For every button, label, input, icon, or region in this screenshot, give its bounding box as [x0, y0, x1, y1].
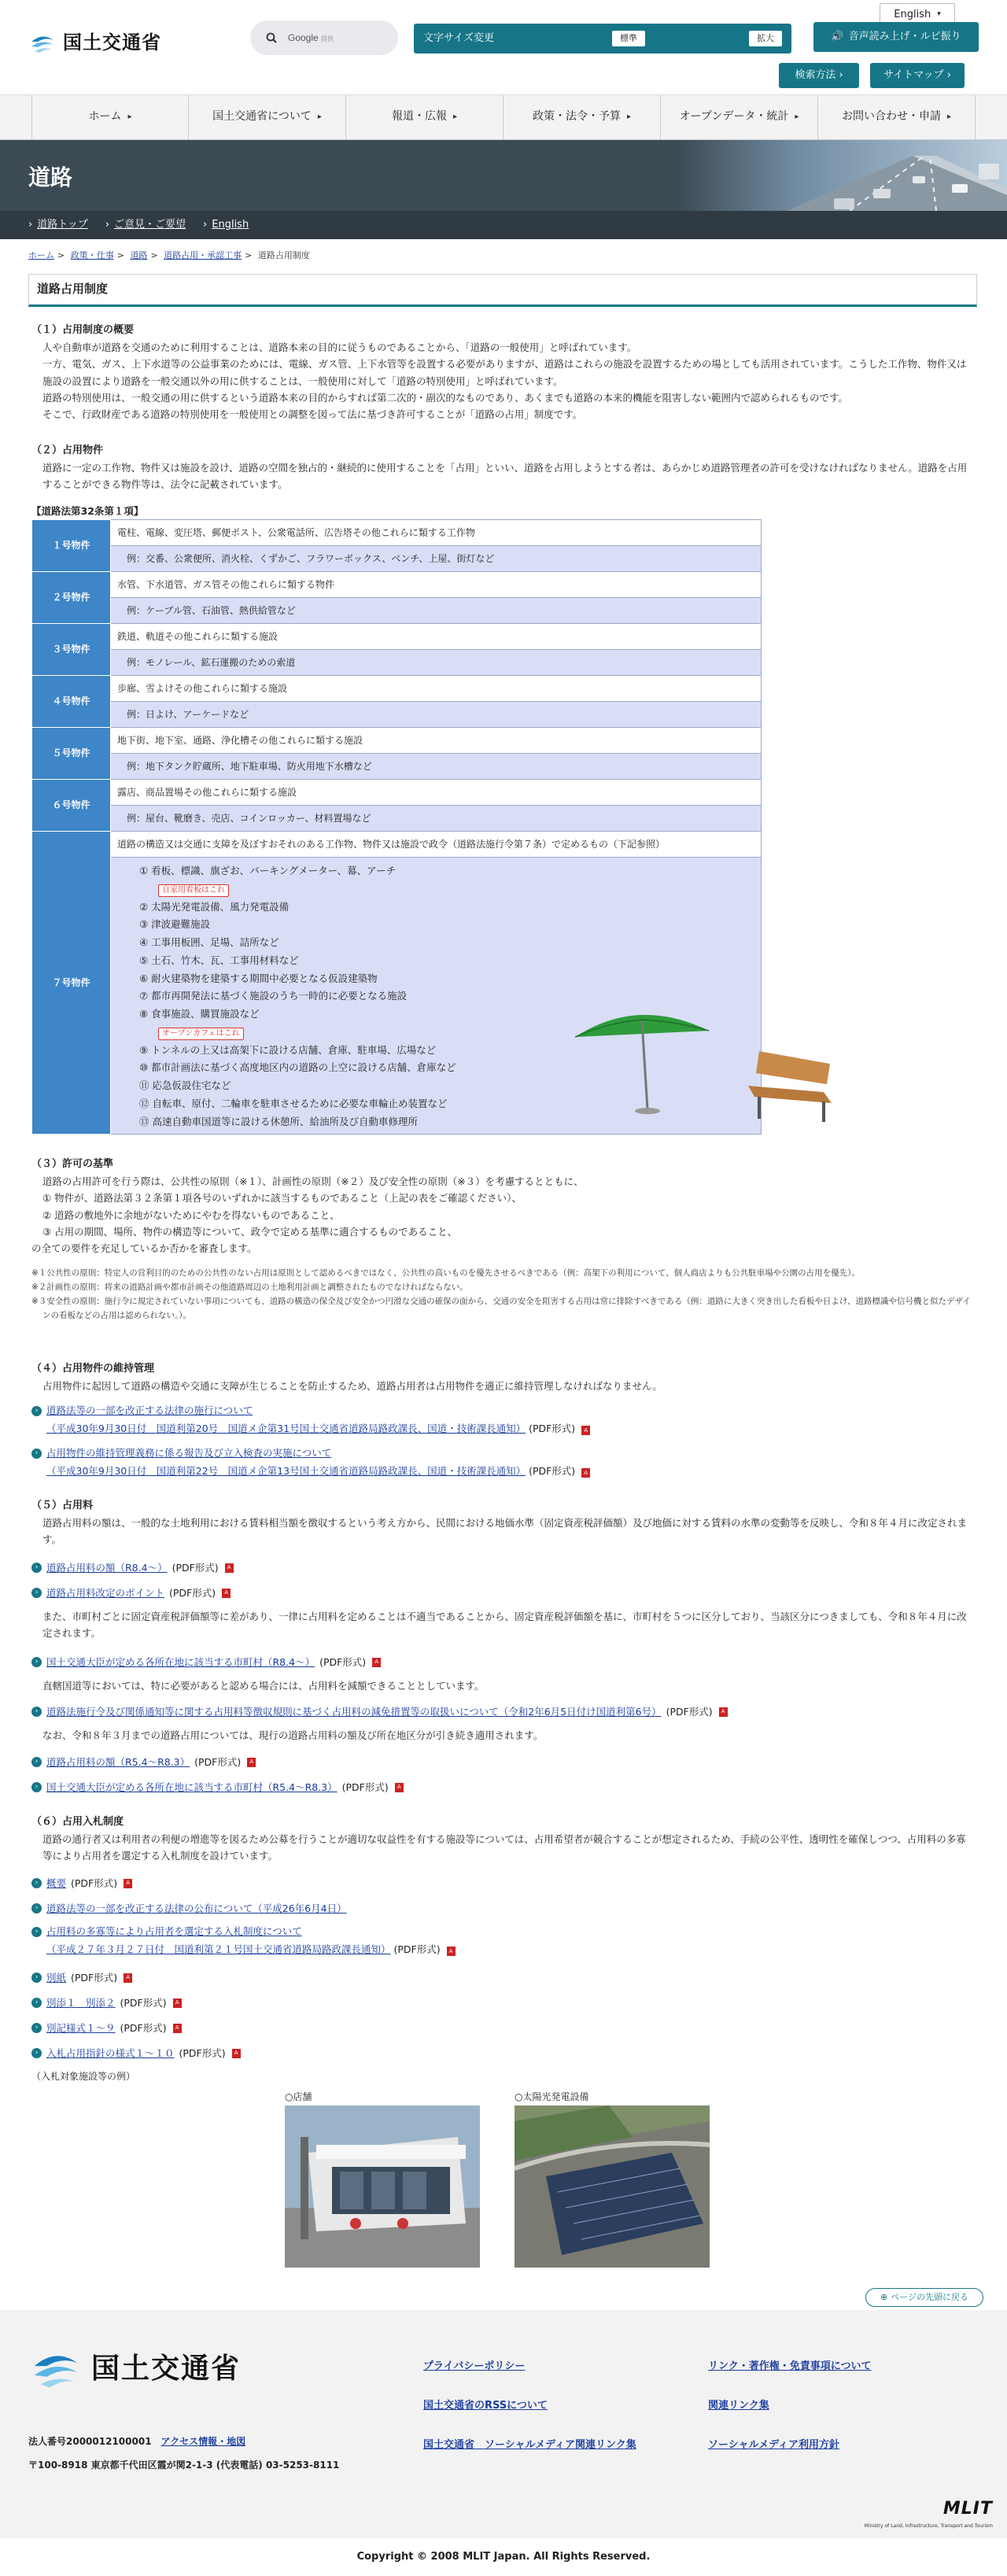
item-number: ２号物件 — [32, 572, 111, 624]
logo-text: 国土交通省 — [63, 31, 161, 54]
breadcrumb-policy[interactable]: 政策・仕事 — [70, 250, 114, 260]
pdf-icon: A — [581, 1468, 590, 1478]
link-maintenance — [31, 1445, 590, 1480]
link-law-amendment — [31, 1402, 590, 1437]
pdf-label: (PDF形式) — [393, 1943, 441, 1955]
pdf-icon: A — [124, 1879, 132, 1888]
list-item: ⑦ 都市再開発法に基づく施設のうち一時的に必要となる施設 — [139, 990, 408, 1002]
link-law-promulgation — [31, 1901, 347, 1916]
arrow-right-icon: › — [31, 1903, 42, 1914]
table-row — [32, 832, 762, 858]
section-3-l1: ① 物件が、道路法第３２条第１項各号のいずれかに該当するものであること（上記の表をご確認ください）、 — [42, 1192, 522, 1205]
bid-system-notice-link[interactable]: （平成２７年３月２７日付 国道利第２１号国土交通省道路局路政課長通知） — [46, 1943, 391, 1955]
section-3-body — [31, 1173, 976, 1257]
table-row — [32, 780, 762, 806]
section-4-heading: （４）占用物件の維持管理 — [31, 1363, 155, 1375]
tag-private-sign: 自家用看板はこれ — [158, 884, 229, 897]
list-item: ⑤ 土石、竹木、瓦、工事用材料など — [139, 954, 299, 966]
section-3-heading: （３）許可の基準 — [31, 1158, 114, 1170]
privacy-policy-link[interactable]: プライバシーポリシー — [423, 2360, 526, 2372]
table-row — [32, 858, 762, 1135]
back-to-top-label: ページの先頭に戻る — [891, 2292, 968, 2303]
municipality-old-link[interactable]: 国土交通大臣が定める各所在地に該当する市町村（R5.4～R8.3） — [46, 1781, 338, 1793]
link-municipality-old — [31, 1780, 404, 1795]
google-label: Google 提供 — [288, 31, 334, 43]
link-fee-amount-old — [31, 1755, 256, 1770]
section-6-heading: （６）占用入札制度 — [31, 1816, 124, 1828]
mlit-wordmark: MLIT Ministry of Land, Infrastructure, Transport and Tourism — [864, 2499, 993, 2530]
section-1-p4: そこで、行政財産である道路の特別使用を一般使用との調整を図って法に基づき許可することが「道路の占用」制度です。 — [42, 408, 583, 420]
rss-link[interactable]: 国土交通省のRSSについて — [423, 2400, 548, 2412]
social-media-policy-link[interactable]: ソーシャルメディア利用方針 — [708, 2439, 840, 2451]
section-3-l2: ② 道路の敷地外に余地がないためにやむを得ないものであること、 — [42, 1209, 340, 1221]
solar-photo — [515, 2105, 710, 2268]
mlit-emblem-icon — [28, 29, 57, 57]
section-1-body — [31, 339, 976, 423]
note-1: ※１公共性の原則：特定人の営利目的のための公共性のない占用は原則として認めるべきではなく、公共性の高いものを優先させるべきである（例：高架下の利用について、個人商店よりも公共駐車場や公園の占用を優先）。 — [31, 1268, 860, 1278]
pdf-icon: A — [124, 1973, 132, 1983]
arrow-right-icon: › — [31, 1878, 42, 1888]
arrow-right-icon: › — [31, 1927, 42, 1937]
photo-store-caption: ○店舗 — [285, 2091, 312, 2102]
chevron-right-icon: › — [839, 68, 843, 81]
list-item: ① 看板、標識、旗ざお、パーキングメーター、幕、アーチ — [139, 865, 397, 877]
related-links-link[interactable]: 関連リンク集 — [708, 2400, 769, 2412]
section-title: 道路 — [28, 164, 73, 190]
link-overview — [31, 1876, 132, 1891]
attachment-link[interactable]: 別紙 — [46, 1972, 67, 1984]
pdf-label: (PDF形式) — [172, 1562, 219, 1574]
table-row — [32, 598, 762, 624]
pdf-label: (PDF形式) — [71, 1972, 118, 1984]
item-number: １号物件 — [32, 520, 111, 572]
bid-system-link[interactable]: 占用料の多寡等により占用者を選定する入札制度について — [46, 1925, 302, 1937]
pdf-label: (PDF形式) — [529, 1464, 576, 1477]
font-size-control — [414, 24, 791, 54]
list-item: ⑥ 耐火建築物を建築する期間中必要となる仮設建築物 — [139, 972, 378, 984]
nav-item-contact[interactable]: お問い合わせ・申請 ▸ — [818, 95, 976, 139]
table-row — [32, 806, 762, 832]
table-row — [32, 546, 762, 572]
link-fee-amount — [31, 1560, 234, 1575]
global-nav — [0, 94, 1007, 140]
example-caption: （入札対象施設等の例） — [31, 2071, 136, 2082]
item-desc: 電柱、電線、変圧塔、郵便ポスト、公衆電話所、広告塔その他これらに類する工作物 — [111, 520, 762, 546]
pdf-label: (PDF形式) — [341, 1781, 389, 1793]
pdf-label: (PDF形式) — [529, 1422, 576, 1434]
nav-item-policy[interactable]: 政策・法令・予算 ▸ — [504, 95, 661, 139]
nav-item-about[interactable]: 国土交通省について ▸ — [189, 95, 346, 139]
arrow-right-icon: › — [31, 1757, 42, 1767]
list-item: ⑨ トンネルの上又は高架下に設ける店舗、倉庫、駐車場、広場など — [139, 1043, 437, 1056]
arrow-right-icon: › — [31, 1998, 42, 2008]
site-header — [0, 0, 1007, 93]
breadcrumb-occupancy[interactable]: 道路占用・承認工事 — [164, 250, 242, 260]
section-4-p1: 占用物件に起因して道路の構造や交通に支障が生じることを防止するため、道路占用者は占用物件を適正に維持管理しなければなりません。 — [42, 1380, 662, 1392]
pdf-icon: A — [222, 1589, 231, 1598]
pdf-label: (PDF形式) — [179, 2047, 226, 2059]
item-desc: 露店、商品置場その他これらに類する施設 — [111, 780, 762, 806]
table-row — [32, 702, 762, 728]
arrow-right-icon: › — [31, 1707, 42, 1717]
section-3-p1: 道路の占用許可を行う際は、公共性の原則（※１）、計画性の原則（※２）及び安全性の原則（※３）を考慮するとともに、 — [42, 1175, 584, 1187]
breadcrumb-road[interactable]: 道路 — [130, 250, 148, 260]
pdf-icon: A — [719, 1707, 728, 1717]
guideline-forms-link[interactable]: 入札占用指針の様式１～１０ — [46, 2047, 175, 2059]
law-amendment-link[interactable]: 道路法等の一部を改正する法律の施行について — [46, 1404, 253, 1416]
list-item: ⑪ 応急仮設住宅など — [139, 1079, 231, 1091]
chevron-right-icon: › — [946, 68, 951, 81]
section-1-p2: 一方、電気、ガス、上下水道等の公益事業のためには、電線、ガス管、上下水管等を設置する必要がありますが、道路はこれらの施設を設置するための場としても活用されています。こうした工作物、物件又は施設の設置により道路を一般交通以外の用に供することは、一般使用に対して「道路の特別使用」と呼ばれています。 — [42, 358, 967, 387]
pdf-label: (PDF形式) — [194, 1756, 242, 1768]
subnav-english[interactable]: › English — [203, 217, 249, 233]
pdf-icon: A — [225, 1563, 234, 1573]
arrow-right-icon: › — [31, 2023, 42, 2033]
bench-illustration — [748, 1046, 835, 1125]
section-2-heading: （２）占用物件 — [31, 445, 104, 456]
arrow-right-icon: › — [31, 1588, 42, 1598]
table-row — [32, 520, 762, 546]
footer-logo-text: 国土交通省 — [91, 2353, 242, 2386]
chevron-down-icon: ▾ — [937, 10, 941, 19]
arrow-up-icon: ⊕ — [880, 2292, 888, 2303]
pdf-icon: A — [232, 2049, 241, 2058]
appendix-link[interactable]: 別添１ 別添２ — [46, 1997, 116, 2009]
item-desc: 歩廊、雪よけその他これらに類する施設 — [111, 676, 762, 702]
subnav-road-top[interactable]: › 道路トップ — [28, 217, 88, 233]
arrow-right-icon: › — [31, 1782, 42, 1792]
item-7-list-cell — [111, 858, 762, 1135]
subnav-feedback[interactable]: › ご意見・ご要望 — [105, 217, 186, 233]
section-1-heading: （１）占用制度の概要 — [31, 324, 135, 336]
section-5-p2: また、市町村ごとに固定資産税評価額等に差があり、一律に占用料を定めることは不適当であることから、固定資産税評価額を基に、市町村を５つに区分しており、当該区分につきましても、令和８年４月に改定されます。 — [42, 1611, 967, 1640]
list-item: ⑫ 自転車、原付、二輪車を駐車させるために必要な車輪止め装置など — [139, 1097, 448, 1109]
site-footer — [0, 2310, 1007, 2538]
link-guideline-forms — [31, 2046, 241, 2061]
item-desc: 地下街、地下室、通路、浄化槽その他これらに類する施設 — [111, 728, 762, 754]
item-example: 例：交番、公衆便所、消火栓、くずかご、フラワーボックス、ベンチ、上屋、街灯など — [111, 546, 762, 572]
table-row — [32, 728, 762, 754]
occupancy-items-table — [31, 519, 762, 1135]
item-number: ７号物件 — [32, 832, 111, 1135]
section-5-p4: なお、令和８年３月までの道路占用については、現行の道路占用料の額及び所在地区分が引き続き適用されます。 — [42, 1729, 544, 1741]
nav-item-opendata[interactable]: オープンデータ・統計 ▸ — [661, 95, 818, 139]
nav-item-press[interactable]: 報道・広報 ▸ — [346, 95, 504, 139]
social-media-links-link[interactable]: 国土交通省 ソーシャルメディア関連リンク集 — [423, 2439, 636, 2451]
breadcrumb-home[interactable]: ホーム — [28, 250, 54, 260]
item-desc: 鉄道、軌道その他これらに類する施設 — [111, 624, 762, 650]
section-5-body-4 — [31, 1727, 976, 1744]
fee-points-link[interactable]: 道路占用料改定のポイント — [46, 1587, 165, 1599]
item-desc: 道路の構造又は交通に支障を及ぼすおそれのある工作物、物件又は施設で政令（道路法施行令第７条）で定めるもの（下記参照） — [111, 832, 762, 858]
arrow-right-icon: › — [31, 1657, 42, 1667]
pdf-label: (PDF形式) — [120, 1997, 167, 2009]
pdf-icon: A — [372, 1658, 381, 1667]
search-icon — [266, 32, 277, 43]
section-6-p1: 道路の通行者又は利用者の利便の増進等を図るため公募を行うことが適切な収益性を有する施設等については、占用希望者が競合することが想定されるため、手続の公平性、透明性を確保しつつ、占用料の多寡等により占用者を選定する入札制度を設けています。 — [42, 1833, 966, 1862]
maintenance-report-link[interactable]: 占用物件の維持管理義務に係る報告及び立入検査の実施について — [46, 1447, 332, 1459]
pdf-label: (PDF形式) — [666, 1706, 713, 1718]
section-5-body-2 — [31, 1608, 976, 1642]
law-amendment-notice-link[interactable]: （平成30年9月30日付 国道利第20号 国道メ企第31号国土交通省道路局路政課長、国道・技術課長通知） — [46, 1422, 526, 1434]
search-input[interactable] — [250, 20, 398, 55]
search-method-button[interactable]: 検索方法 › — [779, 63, 859, 88]
section-5-p3: 直轄国道等においては、特に必要があると認める場合には、占用料を減額できることとしています。 — [42, 1680, 485, 1692]
link-fee-points — [31, 1585, 231, 1600]
item-desc: 水管、下水道管、ガス管その他これらに類する物件 — [111, 572, 762, 598]
access-map-link[interactable]: アクセス情報・地図 — [160, 2436, 246, 2447]
arrow-right-icon: › — [31, 1406, 42, 1416]
law-table-caption: 【道路法第32条第１項】 — [31, 505, 144, 517]
section-4-body — [31, 1378, 976, 1394]
sub-nav — [0, 211, 1007, 239]
photo-solar-caption: ○太陽光発電設備 — [515, 2091, 589, 2102]
arrow-right-icon: › — [31, 1563, 42, 1573]
pdf-icon: A — [581, 1426, 590, 1435]
section-2-body — [31, 459, 976, 493]
item-number: ５号物件 — [32, 728, 111, 780]
section-3-p2: の全ての要件を充足しているか否かを審査します。 — [31, 1242, 257, 1254]
pdf-label: (PDF形式) — [169, 1587, 216, 1599]
parasol-illustration — [575, 999, 748, 1117]
list-item: ② 太陽光発電設備、風力発電設備 — [139, 900, 290, 913]
list-item: ④ 工事用板囲、足場、詰所など — [139, 936, 279, 948]
page-title: 道路占用制度 — [28, 274, 977, 307]
copyright: Copyright © 2008 MLIT Japan. All Rights Reserved. — [0, 2538, 1007, 2576]
copyright-link[interactable]: リンク・著作権・免責事項について — [708, 2360, 872, 2372]
link-attachment — [31, 1970, 132, 1985]
table-row — [32, 676, 762, 702]
fee-amount-link[interactable]: 道路占用料の額（R8.4～） — [46, 1562, 168, 1574]
pdf-label: (PDF形式) — [319, 1656, 367, 1668]
list-item: ⑩ 都市計画法に基づく高度地区内の道路の上空に設ける店舗、倉庫など — [139, 1061, 456, 1074]
fee-reduction-link[interactable]: 道路法施行令及び関係通知等に関する占用料等徴収規則に基づく占用料の減免措置等の取扱いについて（令和2年6月5日付け国道利第6号） — [46, 1706, 662, 1718]
item-example: 例：日よけ、アーケードなど — [111, 702, 762, 728]
fee-amount-old-link[interactable]: 道路占用料の額（R5.4～R8.3） — [46, 1756, 190, 1768]
item-example: 例：屋台、靴磨き、売店、コインロッカー、材料置場など — [111, 806, 762, 832]
tag-open-cafe: オープンカフェはこれ — [158, 1028, 244, 1040]
item-example: 例：地下タンク貯蔵所、地下駐車場、防火用地下水槽など — [111, 754, 762, 780]
store-photo — [285, 2105, 480, 2268]
section-2-p1: 道路に一定の工作物、物件又は施設を設け、道路の空間を独占的・継続的に使用することを「占用」といい、道路を占用しようとする者は、あらかじめ道路管理者の許可を受けなければなりません。道路を占用することができる物件等は、法令に記載されています。 — [42, 462, 968, 491]
table-row — [32, 754, 762, 780]
speaker-icon: 🔊 — [831, 30, 844, 42]
pdf-icon: A — [447, 1947, 456, 1956]
pdf-label: (PDF形式) — [120, 2022, 167, 2034]
arrow-right-icon: › — [31, 1973, 42, 1983]
note-2: ※２計画性の原則：将来の道路計画や都市計画その他道路周辺の土地利用計画と調整されたものでなければならない。 — [31, 1282, 468, 1292]
pdf-icon: A — [173, 2024, 182, 2033]
table-row — [32, 624, 762, 650]
arrow-right-icon: › — [31, 1449, 42, 1459]
law-promulgation-link[interactable]: 道路法等の一部を改正する法律の公布について（平成26年6月4日） — [46, 1902, 347, 1914]
link-fee-reduction — [31, 1704, 728, 1719]
breadcrumb-current: 道路占用制度 — [257, 250, 310, 260]
pdf-icon: A — [173, 1998, 182, 2008]
sitemap-button[interactable]: サイトマップ › — [870, 63, 965, 88]
pdf-label: (PDF形式) — [71, 1877, 118, 1889]
maintenance-notice-link[interactable]: （平成30年9月30日付 国道利第22号 国道メ企第13号国土交通省道路局路政課長、国道・技術課長通知） — [46, 1464, 526, 1477]
font-size-large-button[interactable]: 拡大 — [749, 31, 782, 46]
english-label: English — [894, 8, 931, 20]
nav-item-home[interactable]: ホーム ▸ — [31, 95, 189, 139]
arrow-right-icon: › — [31, 2048, 42, 2058]
section-5-p1: 道路占用料の額は、一般的な土地利用における賃料相当額を徴収するという考え方から、民間における地価水準（固定資産税評価額）及び地価に対する賃料の水準の変動等を反映し、令和８年４月に改定されます。 — [42, 1517, 968, 1546]
voice-reader-button[interactable] — [813, 22, 979, 52]
section-5-body-1 — [31, 1515, 976, 1548]
font-size-standard-button[interactable]: 標準 — [612, 31, 645, 46]
item-number: ４号物件 — [32, 676, 111, 728]
section-3-l3: ③ 占用の期間、場所、物件の構造等について、政令で定める基準に適合するものであること、 — [42, 1225, 458, 1238]
table-row — [32, 650, 762, 676]
item-number: ６号物件 — [32, 780, 111, 832]
mlit-emblem-icon — [28, 2342, 83, 2397]
forms-link[interactable]: 別記様式１～９ — [46, 2022, 116, 2034]
section-5-body-3 — [31, 1677, 976, 1694]
footer-logo[interactable] — [28, 2342, 241, 2397]
section-5-heading: （５）占用料 — [31, 1500, 94, 1511]
municipality-link[interactable]: 国土交通大臣が定める各所在地に該当する市町村（R8.4～） — [46, 1656, 315, 1668]
pdf-icon: A — [395, 1783, 404, 1792]
back-to-top-button[interactable] — [865, 2288, 983, 2307]
list-item: ③ 津波避難施設 — [139, 918, 211, 931]
item-example: 例：ケーブル管、石油管、熱供給管など — [111, 598, 762, 624]
note-3: ※３安全性の原則：施行令に規定されていない事項についても、道路の構造の保全及び安全かつ円滑な交通の確保の面から、交通の安全を阻害する占用は常に排除すべきである（例：道路に大きく突き出した看板や日よけ、道路標識や信号機と似たデザインの看板などの占用は認められない。）。 — [31, 1296, 971, 1320]
overview-link[interactable]: 概要 — [46, 1877, 67, 1889]
mlit-logo[interactable] — [28, 28, 161, 57]
link-forms — [31, 2021, 182, 2035]
list-item: ⑧ 食事施設、購買施設など — [139, 1008, 260, 1020]
link-bid-system — [31, 1923, 456, 1958]
section-1-p1: 人や自動車が道路を交通のために利用することは、道路本来の目的に従うものであることから、「道路の一般使用」と呼ばれています。 — [42, 341, 637, 353]
section-banner — [0, 140, 1007, 211]
link-municipality — [31, 1655, 381, 1670]
list-item — [139, 880, 754, 899]
section-3-notes — [31, 1267, 976, 1323]
font-size-label: 文字サイズ変更 — [423, 31, 494, 44]
section-6-body — [31, 1831, 976, 1865]
table-row — [32, 572, 762, 598]
corp-number: 法人番号2000012100001 アクセス情報・地図 — [28, 2436, 246, 2447]
voice-reader-label: 音声読み上げ・ルビ振り — [848, 30, 961, 42]
list-item: ⑬ 高速自動車国道等に設ける休憩所、給油所及び自動車修理所 — [139, 1115, 418, 1127]
item-number: ３号物件 — [32, 624, 111, 676]
section-1-p3: 道路の特別使用は、一般交通の用に供するという道路本来の目的からすれば第二次的・副次的なものであり、あくまでも道路の本来的機能を阻害しない範囲内で認められるものです。 — [42, 391, 849, 404]
address: 〒100-8918 東京都千代田区霞が関2-1-3 (代表電話) 03-5253-8111 — [28, 2460, 340, 2471]
breadcrumb: ホーム > 政策・仕事 > 道路 > 道路占用・承認工事 > 道路占用制度 — [28, 250, 310, 260]
highway-banner-image — [677, 140, 1007, 211]
pdf-icon: A — [247, 1758, 256, 1767]
item-example: 例：モノレール、鉱石運搬のための索道 — [111, 650, 762, 676]
link-appendix — [31, 1995, 182, 2010]
